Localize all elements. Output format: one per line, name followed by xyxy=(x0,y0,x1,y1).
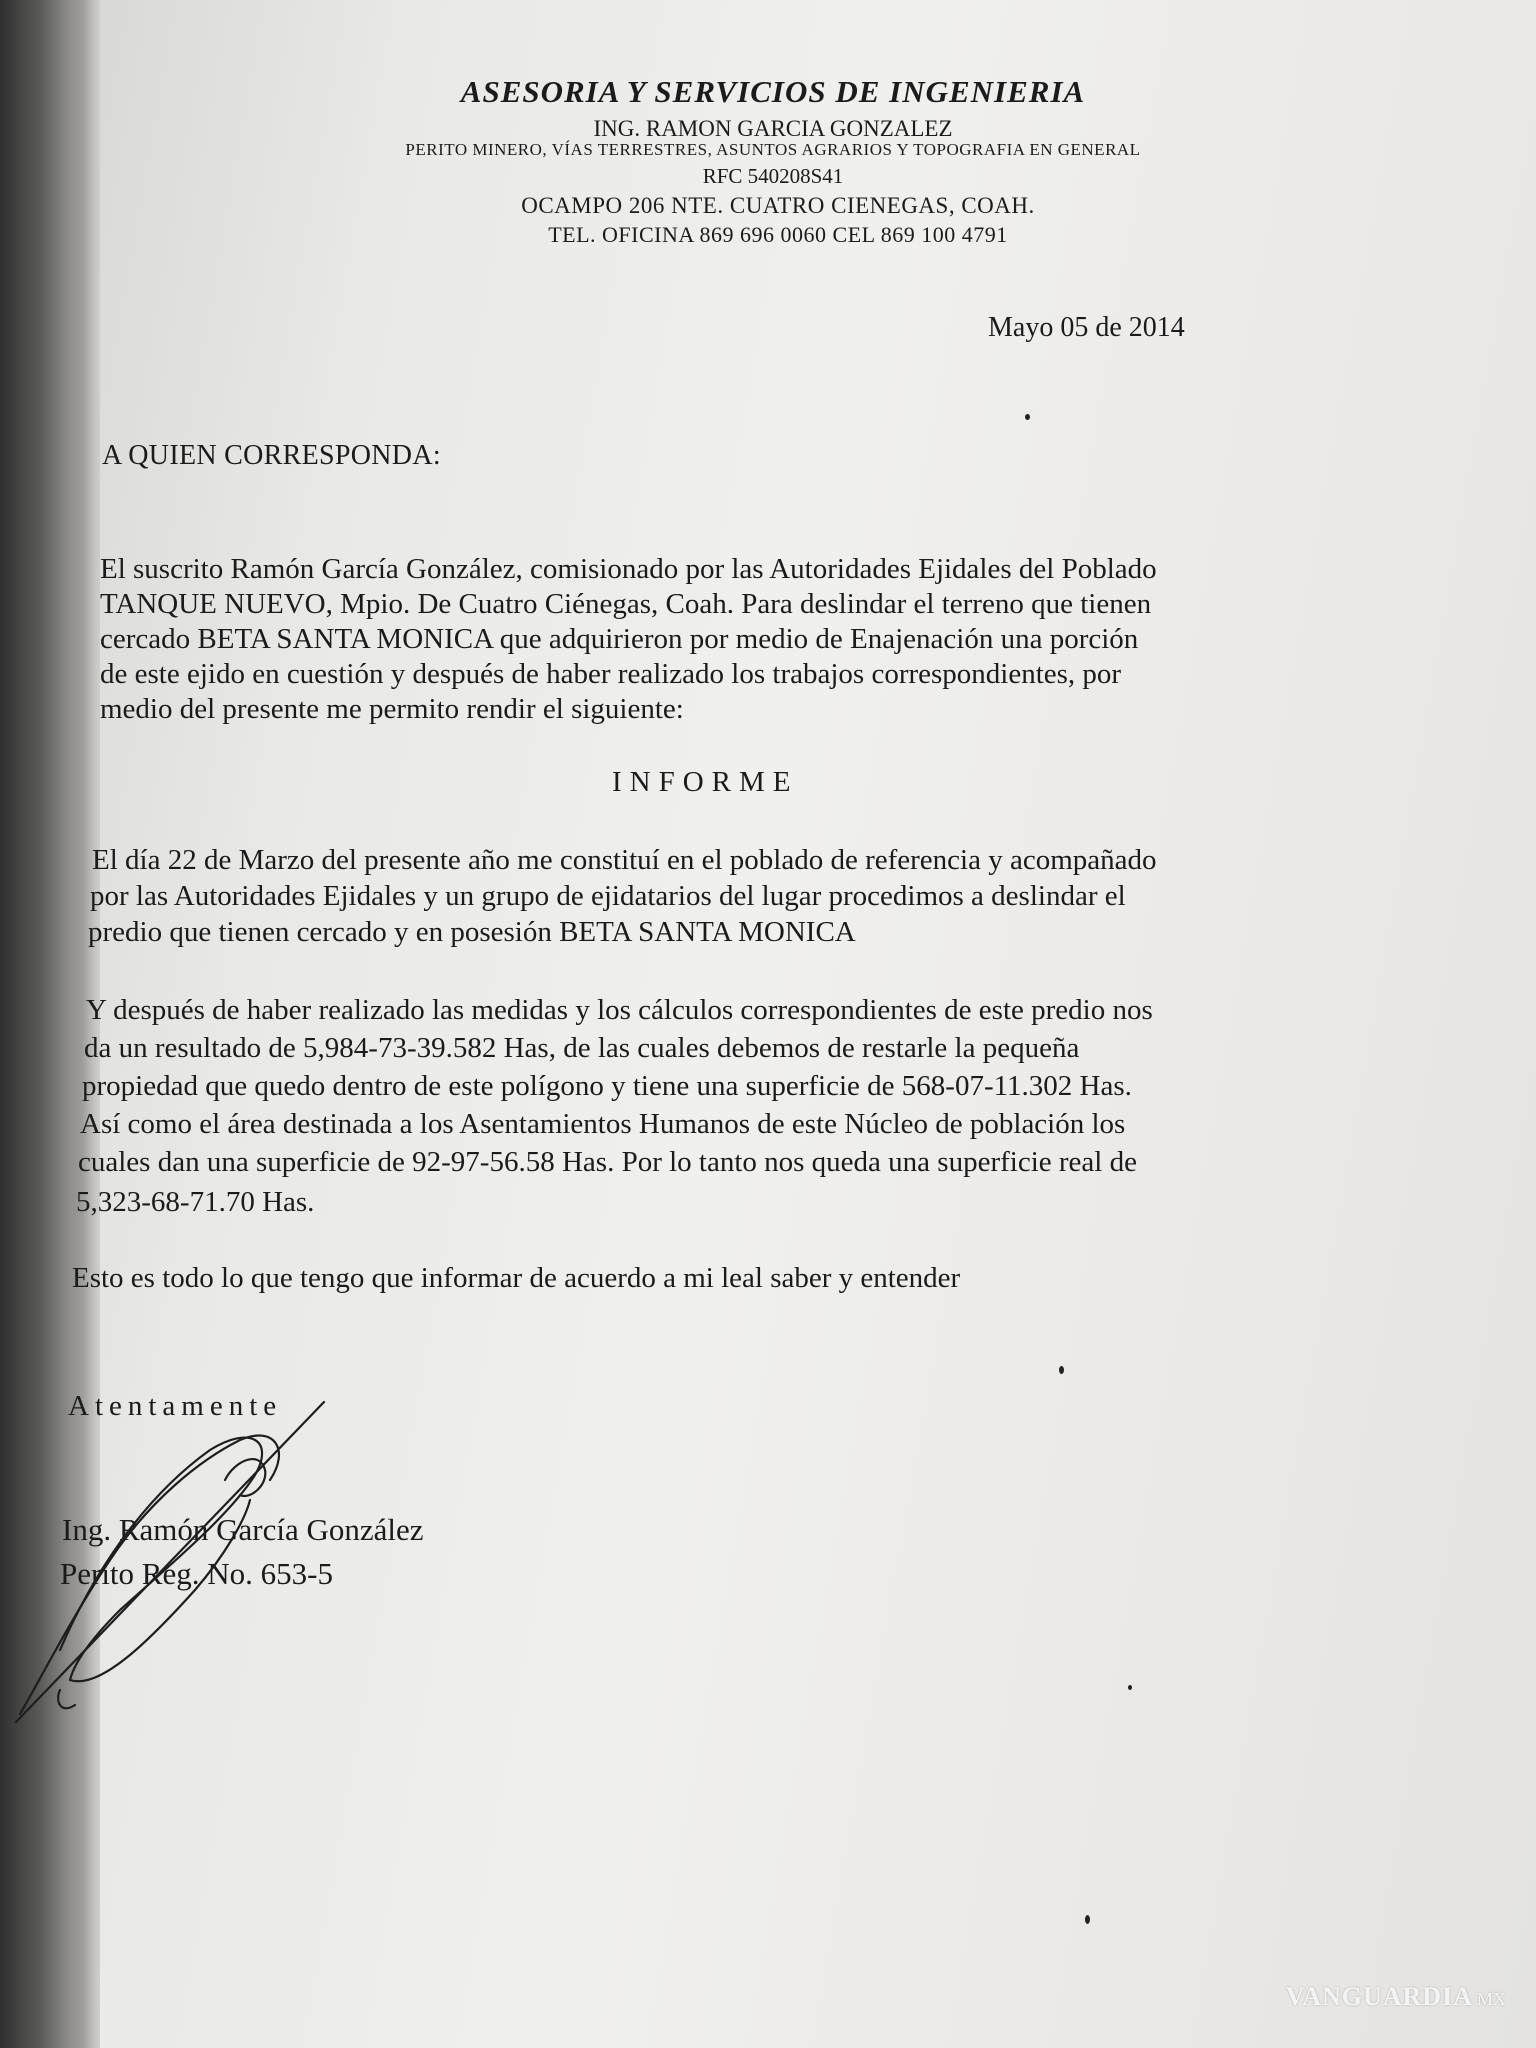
intro-line: TANQUE NUEVO, Mpio. De Cuatro Ciénegas, Coah. Para deslindar el terreno que tienen xyxy=(100,588,1152,620)
report-title: INFORME xyxy=(612,766,799,798)
ink-speck xyxy=(1059,1366,1064,1374)
intro-line: medio del presente me permito rendir el siguiente: xyxy=(100,693,684,725)
letterhead-phone: TEL. OFICINA 869 696 0060 CEL 869 100 4791 xyxy=(548,222,1008,247)
intro-line: cercado BETA SANTA MONICA que adquirieron por medio de Enajenación una porción xyxy=(100,623,1139,655)
watermark-brand: VANGUARDIA xyxy=(1285,1982,1473,2011)
visit-line: predio que tienen cercado y en posesión BETA SANTA MONICA xyxy=(88,916,856,948)
ink-speck xyxy=(1128,1685,1132,1690)
letter-page xyxy=(60,0,1536,2048)
signer-name: Ing. Ramón García González xyxy=(62,1512,424,1547)
visit-line: El día 22 de Marzo del presente año me constituí en el poblado de referencia y acompañado xyxy=(92,844,1157,876)
results-line: 5,323-68-71.70 Has. xyxy=(76,1186,315,1218)
letterhead-specialties: PERITO MINERO, VÍAS TERRESTRES, ASUNTOS AGRARIOS Y TOPOGRAFIA EN GENERAL xyxy=(405,140,1141,159)
letter-date: Mayo 05 de 2014 xyxy=(988,312,1185,343)
signer-registration: Perito Reg. No. 653-5 xyxy=(60,1556,333,1591)
results-line: propiedad que quedo dentro de este polígono y tiene una superficie de 568-07-11.302 Has. xyxy=(82,1070,1132,1102)
results-line: Y después de haber realizado las medidas y los cálculos correspondientes de este predio nos xyxy=(86,994,1153,1026)
ink-speck xyxy=(1085,1915,1090,1924)
ink-speck xyxy=(1025,414,1030,420)
results-line: da un resultado de 5,984-73-39.582 Has, de las cuales debemos de restarle la pequeña xyxy=(84,1032,1080,1064)
intro-line: de este ejido en cuestión y después de haber realizado los trabajos correspondientes, por xyxy=(100,658,1122,690)
letterhead-address: OCAMPO 206 NTE. CUATRO CIENEGAS, COAH. xyxy=(521,193,1035,218)
visit-line: por las Autoridades Ejidales y un grupo de ejidatarios del lugar procedimos a deslindar el xyxy=(90,880,1126,912)
letterhead-rfc: RFC 540208S41 xyxy=(702,164,844,188)
closing-sentence: Esto es todo lo que tengo que informar de acuerdo a mi leal saber y entender xyxy=(72,1262,961,1294)
letterhead-engineer: ING. RAMON GARCIA GONZALEZ xyxy=(593,116,953,141)
watermark xyxy=(1286,1982,1506,2012)
letterhead-company: ASESORIA Y SERVICIOS DE INGENIERIA xyxy=(460,74,1086,109)
results-line: cuales dan una superficie de 92-97-56.58 Has. Por lo tanto nos queda una superficie real de xyxy=(78,1146,1137,1178)
regards: Atentamente xyxy=(68,1390,283,1422)
results-line: Así como el área destinada a los Asentamientos Humanos de este Núcleo de población los xyxy=(80,1108,1126,1140)
salutation: A QUIEN CORRESPONDA: xyxy=(102,440,441,471)
intro-line: El suscrito Ramón García González, comisionado por las Autoridades Ejidales del Poblado xyxy=(100,553,1157,585)
watermark-suffix: MX xyxy=(1476,1989,1506,2009)
